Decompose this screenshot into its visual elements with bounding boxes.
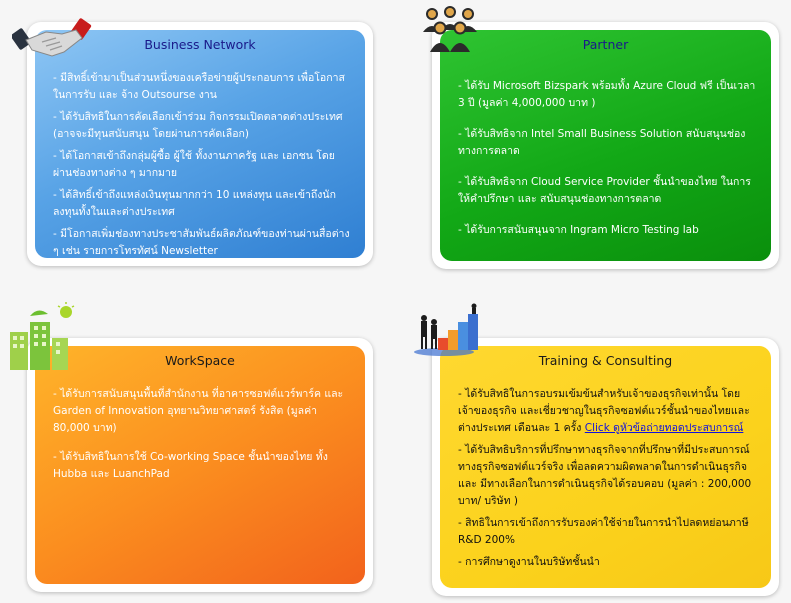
partner-list: [458, 78, 759, 244]
training-item-text: - ได้รับสิทธิในการอบรมเข้มข้นสำหรับเจ้าของธุรกิจเท่านั้น โดยเจ้าของธุรกิจ และเชี่ยวชาญในธุรกิจซอฟต์แวร์ชั้นนำของไทยและต่างประเทศ เดือนละ 1 ครั้ง: [458, 388, 750, 434]
training-consulting-title: Training & Consulting: [538, 353, 673, 368]
partner-title: Partner: [582, 37, 629, 52]
business-network-panel: [35, 30, 365, 258]
list-item: - ได้รับสิทธิในการคัดเลือกเข้าร่วม กิจกรรมเปิดตลาดต่างประเทศ (อาจจะมีทุนสนับสนุน โดยผ่านการคัดเลือก): [53, 111, 343, 140]
business-network-title: Business Network: [144, 37, 256, 52]
workspace-card: [27, 338, 373, 592]
training-consulting-card: [432, 338, 779, 596]
green-buildings-icon: [8, 302, 78, 372]
business-network-list: [53, 70, 353, 258]
list-item: - ได้รับสิทธิจาก Cloud Service Provider ชั้นนำของไทย ในการให้คำปรึกษา และ สนับสนุนช่องทางการตลาด: [458, 176, 751, 205]
list-item: - ได้สิทธิ์เข้าถึงแหล่งเงินทุนมากกว่า 10 แหล่งทุน และเข้าถึงนักลงทุนทั้งในและต่างประเทศ: [53, 189, 336, 218]
handshake-icon: [12, 16, 92, 62]
partner-card: [432, 22, 779, 269]
workspace-title: WorkSpace: [165, 353, 235, 368]
list-item: - มีโอกาสเพิ่มช่องทางประชาสัมพันธ์ผลิตภัณฑ์ของท่านผ่านสื่อต่าง ๆ เช่น รายการโทรทัศน์ Newsletter: [53, 228, 350, 257]
list-item: - ได้รับการสนับสนุนจาก Ingram Micro Testing lab: [458, 224, 699, 236]
training-topics-link[interactable]: Click ดูหัวข้อถ่ายทอดประสบการณ์: [584, 422, 744, 434]
people-group-icon: [420, 2, 482, 60]
list-item: - สิทธิในการเข้าถึงการรับรองค่าใช้จ่ายในการนำไปลดหย่อนภาษี R&D 200%: [458, 517, 749, 546]
list-item: - ได้รับการสนับสนุนพื้นที่สำนักงาน ที่อาคารซอฟต์แวร์พาร์ค และ Garden of Innovation อุทยานวิทยาศาสตร์ รังสิต (มูลค่า 80,000 บาท): [53, 388, 344, 434]
workspace-list: [53, 386, 353, 488]
list-item: - ได้รับสิทธิบริการที่ปรึกษาทางธุรกิจจากที่ปรึกษาที่มีประสบการณ์ทางธุรกิจซอฟต์แวร์จริง เพื่อลดความผิดพลาดในการดำเนินธุรกิจ และ มีทางเลือกในการดำเนินธุรกิจได้รอบคอบ (มูลค่า : 200,000 บาท/ บริษัท ): [458, 444, 752, 507]
partner-panel: [440, 30, 771, 261]
list-item: - มีสิทธิ์เข้ามาเป็นส่วนหนึ่งของเครือข่ายผู้ประกอบการ เพื่อโอกาสในการรับ และ จ้าง Outsourse งาน: [53, 72, 345, 101]
list-item: - การศึกษาดูงานในบริษัทชั้นนำ: [458, 556, 600, 568]
list-item: - ได้รับสิทธิจาก Intel Small Business Solution สนับสนุนช่องทางการตลาด: [458, 128, 746, 157]
success-stairs-icon: [408, 302, 488, 358]
training-consulting-list: [458, 386, 759, 576]
workspace-panel: [35, 346, 365, 584]
list-item: [458, 386, 759, 437]
training-consulting-panel: [440, 346, 771, 588]
list-item: - ได้รับ Microsoft Bizspark พร้อมทั้ง Azure Cloud ฟรี เป็นเวลา 3 ปี (มูลค่า 4,000,000 บาท ): [458, 80, 756, 109]
list-item: - ได้โอกาสเข้าถึงกลุ่มผู้ซื้อ ผู้ใช้ ทั้งงานภาครัฐ และ เอกชน โดยผ่านช่องทางต่าง ๆ มากมาย: [53, 150, 335, 179]
list-item: - ได้รับสิทธิในการใช้ Co-working Space ชั้นนำของไทย ทั้ง Hubba และ LuanchPad: [53, 451, 328, 480]
